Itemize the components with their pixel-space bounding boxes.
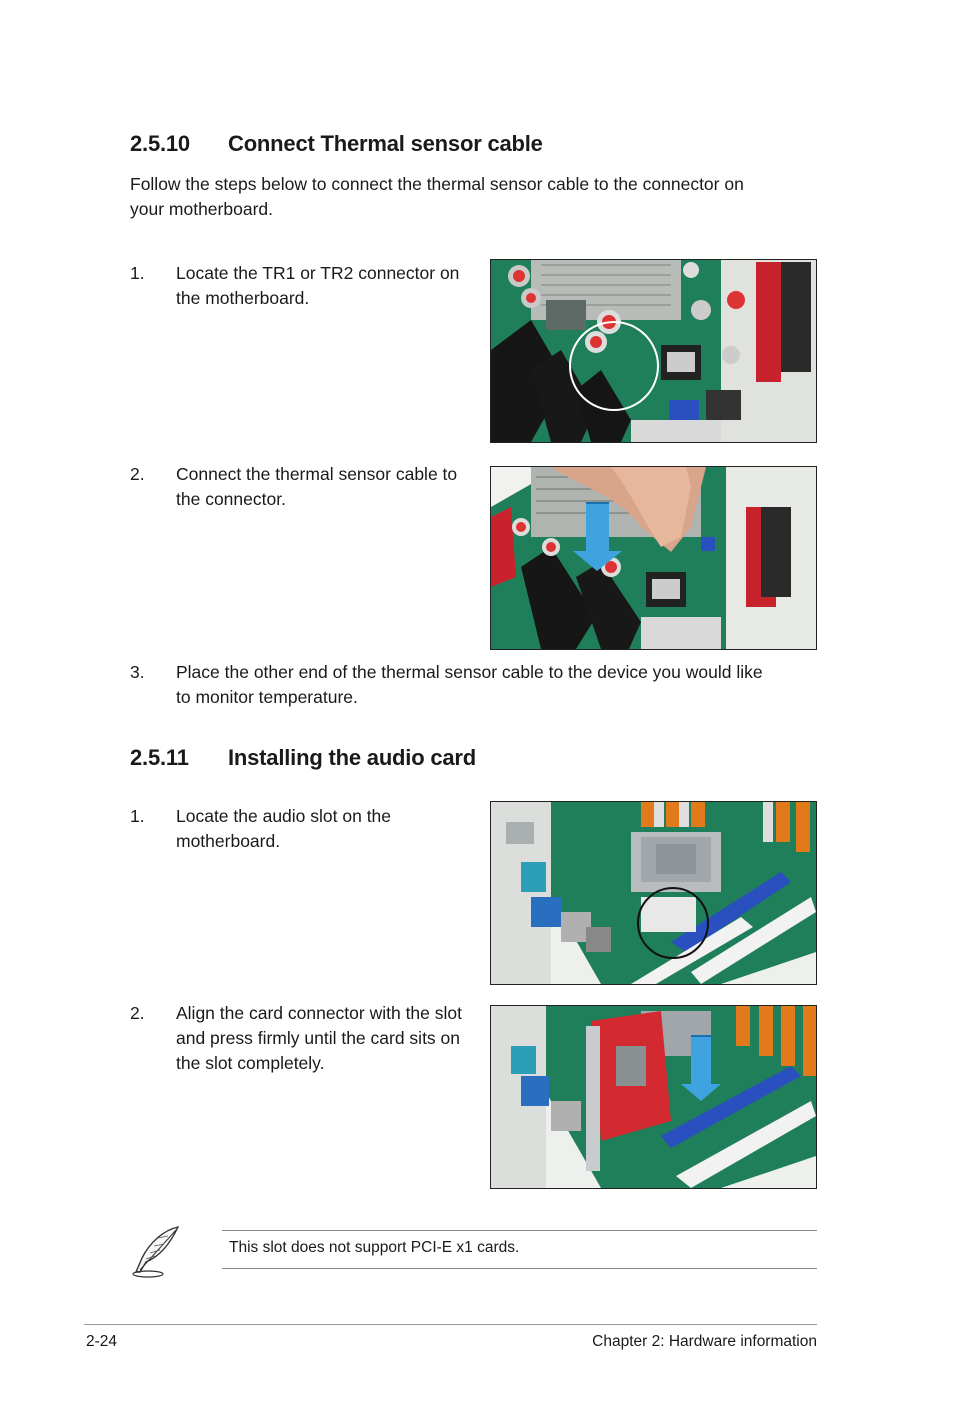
photo-connect-cable xyxy=(490,466,817,650)
section-number: 2.5.11 xyxy=(130,745,189,770)
intro-line: Follow the steps below to connect the thermal sensor cable to the connector on xyxy=(130,174,744,194)
step-text xyxy=(176,261,486,311)
note-top-rule xyxy=(222,1230,817,1231)
intro-paragraph xyxy=(130,172,820,222)
note-icon xyxy=(128,1224,186,1280)
step-text xyxy=(176,462,486,512)
step-number: 1. xyxy=(130,263,145,283)
note-text: This slot does not support PCI-E x1 cards. xyxy=(229,1239,520,1256)
footer-rule xyxy=(84,1324,817,1325)
step-line: and press firmly until the card sits on xyxy=(176,1028,461,1048)
step-number: 2. xyxy=(130,464,145,484)
step-line: the motherboard. xyxy=(176,288,310,308)
step-line: the connector. xyxy=(176,489,286,509)
step-text xyxy=(176,660,826,710)
step-number: 3. xyxy=(130,662,145,682)
step-text xyxy=(176,804,486,854)
photo-audio-slot xyxy=(490,801,817,985)
intro-line: your motherboard. xyxy=(130,199,273,219)
section-title: Connect Thermal sensor cable xyxy=(228,131,543,156)
step-line: Locate the TR1 or TR2 connector on xyxy=(176,263,460,283)
step-line: Place the other end of the thermal sensor cable to the device you would like xyxy=(176,662,763,682)
section-number: 2.5.10 xyxy=(130,131,190,156)
step-line: Align the card connector with the slot xyxy=(176,1003,462,1023)
step-line: Locate the audio slot on the xyxy=(176,806,392,826)
step-line: the slot completely. xyxy=(176,1053,325,1073)
step-line: to monitor temperature. xyxy=(176,687,358,707)
section-title: Installing the audio card xyxy=(228,745,477,770)
section-heading-thermal xyxy=(130,131,730,159)
step-line: Connect the thermal sensor cable to xyxy=(176,464,458,484)
chapter-title: Chapter 2: Hardware information xyxy=(592,1333,817,1350)
page-number: 2-24 xyxy=(86,1333,118,1350)
photo-tr-connector xyxy=(490,259,817,443)
note-bottom-rule xyxy=(222,1268,817,1269)
step-line: motherboard. xyxy=(176,831,281,851)
step-number: 2. xyxy=(130,1003,145,1023)
section-heading-audio xyxy=(130,745,730,773)
step-text xyxy=(176,1001,488,1076)
photo-install-audio-card xyxy=(490,1005,817,1189)
step-number: 1. xyxy=(130,806,145,826)
